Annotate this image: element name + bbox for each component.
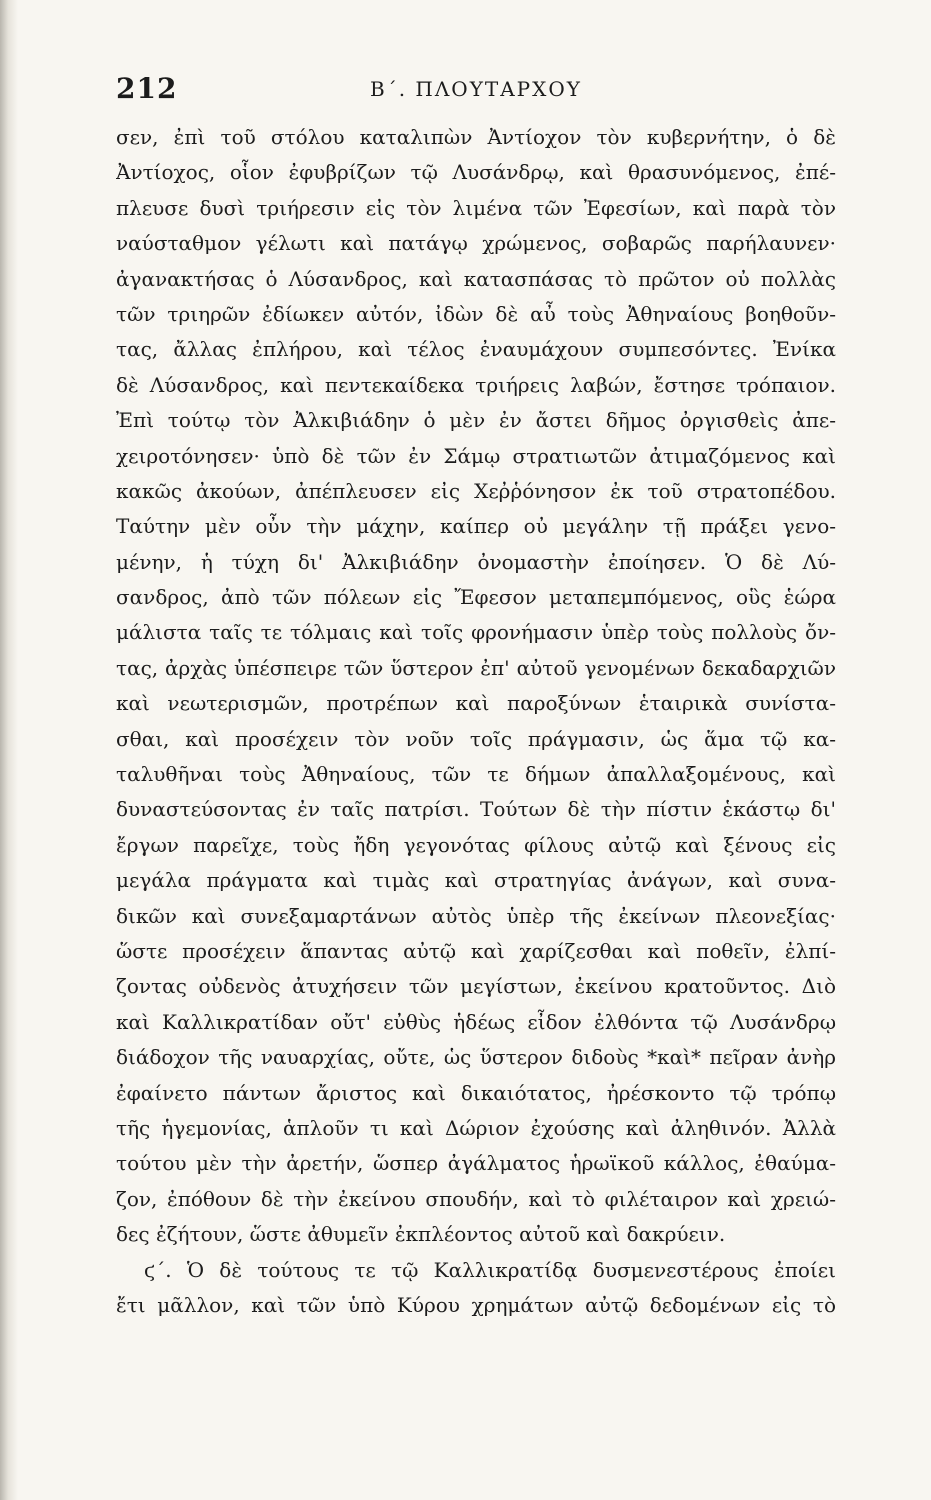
body-text xyxy=(116,120,836,1323)
text-line: ἔργων παρεῖχε, τοὺς ἤδη γεγονότας φίλους αὐτῷ καὶ ξένους εἰς xyxy=(116,832,836,857)
text-line: ναύσταθμον γέλωτι καὶ πατάγῳ χρώμενος, σοβαρῶς παρήλαυνεν· xyxy=(116,231,836,256)
text-line: κακῶς ἀκούων, ἀπέπλευσεν εἰς Χεῤῥόνησον ἐκ τοῦ στρατοπέδου. xyxy=(116,478,836,503)
text-line: ἔτι μᾶλλον, καὶ τῶν ὑπὸ Κύρου χρημάτων αὐτῷ δεδομένων εἰς τὸ xyxy=(116,1292,836,1317)
text-line: ζον, ἐπόθουν δὲ τὴν ἐκείνου σπουδήν, καὶ τὸ φιλέταιρον καὶ χρειώ- xyxy=(116,1186,836,1211)
text-line: ὥστε προσέχειν ἅπαντας αὐτῷ καὶ χαρίζεσθαι καὶ ποθεῖν, ἐλπί- xyxy=(116,938,836,963)
text-line: τῆς ἡγεμονίας, ἁπλοῦν τι καὶ Δώριον ἐχούσης καὶ ἀληθινόν. Ἀλλὰ xyxy=(116,1115,836,1140)
text-line: ζοντας οὐδενὸς ἀτυχήσειν τῶν μεγίστων, ἐκείνου κρατοῦντος. Διὸ xyxy=(116,974,836,999)
text-line: σθαι, καὶ προσέχειν τὸν νοῦν τοῖς πράγμασιν, ὡς ἅμα τῷ κα- xyxy=(116,726,836,751)
text-line: σεν, ἐπὶ τοῦ στόλου καταλιπὼν Ἀντίοχον τὸν κυβερνήτην, ὁ δὲ xyxy=(116,125,836,149)
text-line: δὲ Λύσανδρος, καὶ πεντεκαίδεκα τριήρεις λαβών, ἔστησε τρόπαιον. xyxy=(116,372,836,397)
binding-shadow xyxy=(0,0,18,1500)
text-line: ἐφαίνετο πάντων ἄριστος καὶ δικαιότατος, ἠρέσκοντο τῷ τρόπῳ xyxy=(116,1080,836,1105)
running-title: Β΄. ΠΛΟΥΤΑΡΧΟΥ xyxy=(370,77,582,101)
text-line: τας, ἀρχὰς ὑπέσπειρε τῶν ὕστερον ἐπ' αὐτοῦ γενομένων δεκαδαρχιῶν xyxy=(116,655,836,680)
text-line: ἀγανακτήσας ὁ Λύσανδρος, καὶ κατασπάσας τὸ πρῶτον οὐ πολλὰς xyxy=(116,266,836,291)
text-line: ταλυθῆναι τοὺς Ἀθηναίους, τῶν τε δήμων ἀπαλλαξομένους, καὶ xyxy=(116,762,836,787)
text-line: δες ἐζήτουν, ὥστε ἀθυμεῖν ἐκπλέοντος αὐτοῦ καὶ δακρύειν. xyxy=(116,1222,726,1247)
text-line: διάδοχον τῆς ναυαρχίας, οὔτε, ὡς ὕστερον διδοὺς *καὶ* πεῖραν ἀνὴρ xyxy=(116,1045,836,1070)
section-start-line: ϛ΄. Ὁ δὲ τούτους τε τῷ Καλλικρατίδᾳ δυσμενεστέρους ἐποίει xyxy=(144,1257,836,1282)
text-line: μάλιστα ταῖς τε τόλμαις καὶ τοῖς φρονήμασιν ὑπὲρ τοὺς πολλοὺς ὄν- xyxy=(116,620,836,645)
text-line: μένην, ἡ τύχη δι' Ἀλκιβιάδην ὀνομαστὴν ἐποίησεν. Ὁ δὲ Λύ- xyxy=(116,549,836,574)
text-line: τῶν τριηρῶν ἐδίωκεν αὐτόν, ἰδὼν δὲ αὖ τοὺς Ἀθηναίους βοηθοῦν- xyxy=(116,301,836,326)
text-line: σανδρος, ἀπὸ τῶν πόλεων εἰς Ἔφεσον μεταπεμπόμενος, οὓς ἑώρα xyxy=(116,585,836,610)
text-line: Ταύτην μὲν οὖν τὴν μάχην, καίπερ οὐ μεγάλην τῇ πράξει γενο- xyxy=(116,514,836,539)
text-line: τούτου μὲν τὴν ἀρετήν, ὥσπερ ἀγάλματος ἡρωϊκοῦ κάλλος, ἐθαύμα- xyxy=(116,1151,836,1176)
text-line: καὶ νεωτερισμῶν, προτρέπων καὶ παροξύνων ἑταιρικὰ συνίστα- xyxy=(116,691,836,716)
text-line: πλευσε δυσὶ τριήρεσιν εἰς τὸν λιμένα τῶν Ἐφεσίων, καὶ παρὰ τὸν xyxy=(116,195,836,220)
page-number: 212 xyxy=(116,72,178,105)
text-line: μεγάλα πράγματα καὶ τιμὰς καὶ στρατηγίας ἀνάγων, καὶ συνα- xyxy=(116,868,836,893)
text-line: δικῶν καὶ συνεξαμαρτάνων αὐτὸς ὑπὲρ τῆς ἐκείνων πλεονεξίας· xyxy=(116,903,836,928)
text-line: δυναστεύσοντας ἐν ταῖς πατρίσι. Τούτων δὲ τὴν πίστιν ἑκάστῳ δι' xyxy=(116,797,836,822)
text-line: Ἐπὶ τούτῳ τὸν Ἀλκιβιάδην ὁ μὲν ἐν ἄστει δῆμος ὀργισθεὶς ἀπε- xyxy=(116,408,836,433)
text-line: καὶ Καλλικρατίδαν οὔτ' εὐθὺς ἡδέως εἶδον ἐλθόντα τῷ Λυσάνδρῳ xyxy=(116,1009,836,1034)
page-header xyxy=(116,72,836,114)
text-line: Ἀντίοχος, οἷον ἐφυβρίζων τῷ Λυσάνδρῳ, καὶ θρασυνόμενος, ἐπέ- xyxy=(116,160,836,185)
text-line: τας, ἄλλας ἐπλήρου, καὶ τέλος ἐναυμάχουν συμπεσόντες. Ἐνίκα xyxy=(116,337,836,362)
text-line: χειροτόνησεν· ὑπὸ δὲ τῶν ἐν Σάμῳ στρατιωτῶν ἀτιμαζόμενος καὶ xyxy=(116,443,836,468)
